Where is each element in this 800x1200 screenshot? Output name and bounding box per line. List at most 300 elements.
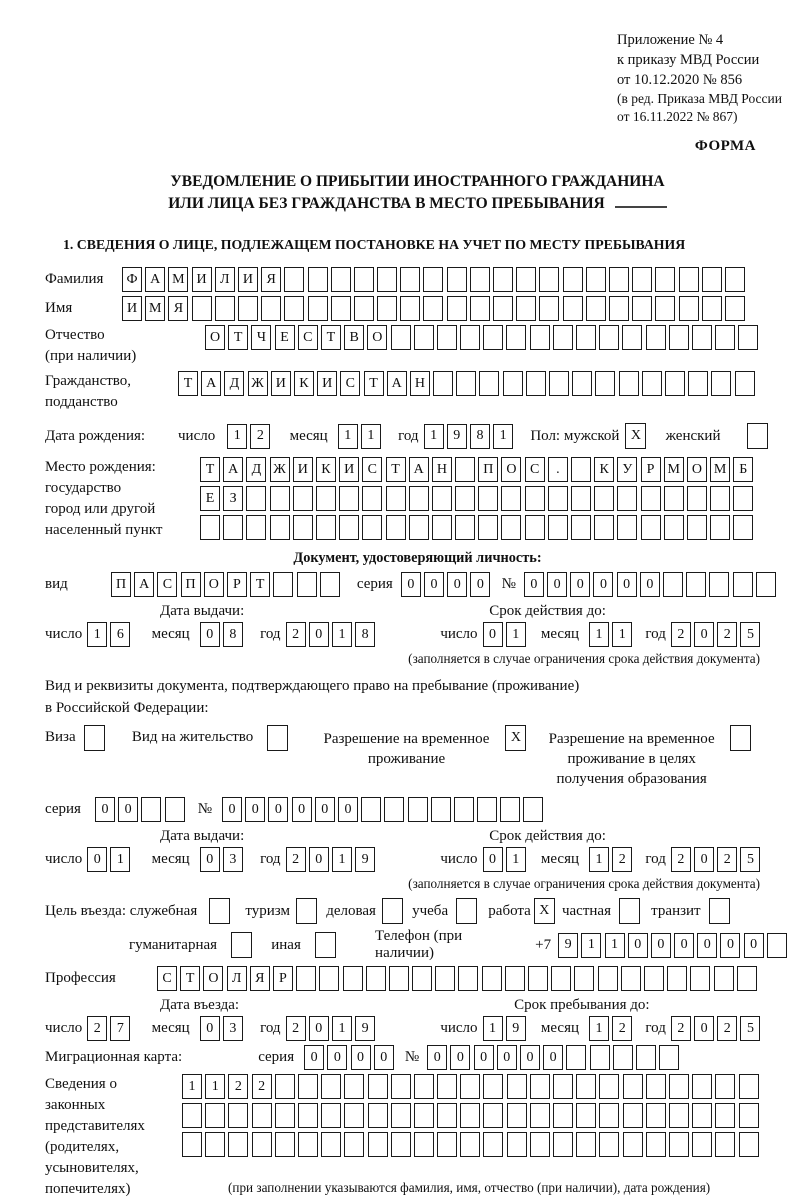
cell[interactable] xyxy=(308,267,328,292)
cell[interactable] xyxy=(182,1132,202,1157)
res-issue-day-cells[interactable] xyxy=(87,847,133,872)
cell[interactable]: Ф xyxy=(122,267,142,292)
cell[interactable] xyxy=(321,1074,341,1099)
entry-year-cells[interactable] xyxy=(286,1016,379,1041)
cell[interactable] xyxy=(709,572,729,597)
cell[interactable] xyxy=(483,1103,503,1128)
cell[interactable] xyxy=(503,371,523,396)
cell[interactable] xyxy=(252,1103,272,1128)
cell[interactable] xyxy=(391,325,411,350)
cell[interactable] xyxy=(663,572,683,597)
visa-checkbox[interactable] xyxy=(84,725,108,751)
cell[interactable] xyxy=(339,486,359,511)
cell[interactable] xyxy=(549,371,569,396)
cell[interactable] xyxy=(431,797,451,822)
cell[interactable]: Я xyxy=(168,296,188,321)
birth-month-cells[interactable] xyxy=(338,424,384,449)
cell[interactable] xyxy=(619,371,639,396)
cell[interactable] xyxy=(641,515,661,540)
cell[interactable]: 0 xyxy=(304,1045,324,1070)
legal-cells-row1[interactable] xyxy=(182,1074,762,1099)
business-checkbox[interactable] xyxy=(382,898,406,924)
cell[interactable]: О xyxy=(203,966,223,991)
cell[interactable] xyxy=(368,1074,388,1099)
cell[interactable] xyxy=(455,457,475,482)
cell[interactable] xyxy=(599,325,619,350)
doc-valid-year-cells[interactable] xyxy=(671,622,764,647)
cell[interactable] xyxy=(477,797,497,822)
cell[interactable] xyxy=(331,267,351,292)
doc-valid-month-cells[interactable] xyxy=(589,622,635,647)
cell[interactable] xyxy=(437,1132,457,1157)
cell[interactable] xyxy=(454,797,474,822)
cell[interactable]: П xyxy=(181,572,201,597)
cell[interactable]: 1 xyxy=(361,424,381,449)
cell[interactable]: Т xyxy=(200,457,220,482)
cell[interactable] xyxy=(730,725,751,751)
official-checkbox[interactable] xyxy=(209,898,233,924)
doc-issue-month-cells[interactable] xyxy=(200,622,246,647)
doc-issue-day-cells[interactable] xyxy=(87,622,133,647)
cell[interactable] xyxy=(739,1132,759,1157)
cell[interactable] xyxy=(505,966,525,991)
cell[interactable] xyxy=(548,515,568,540)
cell[interactable] xyxy=(366,966,386,991)
cell[interactable] xyxy=(747,423,768,449)
res-valid-year-cells[interactable] xyxy=(671,847,764,872)
cell[interactable] xyxy=(391,1103,411,1128)
cell[interactable] xyxy=(619,898,640,924)
cell[interactable] xyxy=(623,1132,643,1157)
cell[interactable] xyxy=(767,933,787,958)
cell[interactable] xyxy=(686,572,706,597)
birthplace-cells-row3[interactable] xyxy=(200,515,757,540)
humanitarian-checkbox[interactable] xyxy=(231,932,255,958)
cell[interactable] xyxy=(344,1132,364,1157)
cell[interactable] xyxy=(664,515,684,540)
cell[interactable]: Д xyxy=(224,371,244,396)
cell[interactable]: М xyxy=(168,267,188,292)
cell[interactable] xyxy=(738,325,758,350)
cell[interactable]: 1 xyxy=(87,622,107,647)
cell[interactable] xyxy=(566,1045,586,1070)
cell[interactable]: 1 xyxy=(589,847,609,872)
cell[interactable]: 2 xyxy=(286,847,306,872)
cell[interactable]: 0 xyxy=(470,572,490,597)
cell[interactable]: 0 xyxy=(543,1045,563,1070)
cell[interactable]: И xyxy=(293,457,313,482)
cell[interactable] xyxy=(595,371,615,396)
cell[interactable] xyxy=(228,1103,248,1128)
cell[interactable] xyxy=(598,966,618,991)
cell[interactable]: 0 xyxy=(309,847,329,872)
cell[interactable] xyxy=(270,486,290,511)
cell[interactable]: Е xyxy=(275,325,295,350)
cell[interactable] xyxy=(200,515,220,540)
cell[interactable] xyxy=(590,1045,610,1070)
cell[interactable]: 1 xyxy=(332,1016,352,1041)
cell[interactable] xyxy=(739,1074,759,1099)
cell[interactable] xyxy=(646,325,666,350)
cell[interactable]: У xyxy=(617,457,637,482)
cell[interactable]: 0 xyxy=(497,1045,517,1070)
cell[interactable] xyxy=(470,296,490,321)
work-checkbox[interactable] xyxy=(534,898,558,924)
cell[interactable] xyxy=(362,486,382,511)
cell[interactable] xyxy=(423,296,443,321)
cell[interactable]: 0 xyxy=(674,933,694,958)
cell[interactable]: 0 xyxy=(200,622,220,647)
cell[interactable]: 0 xyxy=(570,572,590,597)
cell[interactable]: 1 xyxy=(506,622,526,647)
cell[interactable] xyxy=(679,296,699,321)
cell[interactable] xyxy=(339,515,359,540)
stay-day-cells[interactable] xyxy=(483,1016,529,1041)
phone-cells[interactable] xyxy=(558,933,790,958)
cell[interactable] xyxy=(528,966,548,991)
cell[interactable]: А xyxy=(201,371,221,396)
cell[interactable] xyxy=(493,267,513,292)
cell[interactable] xyxy=(548,486,568,511)
cell[interactable] xyxy=(284,267,304,292)
cell[interactable] xyxy=(735,371,755,396)
cell[interactable] xyxy=(231,932,252,958)
cell[interactable]: 0 xyxy=(694,1016,714,1041)
cell[interactable]: 1 xyxy=(332,847,352,872)
cell[interactable]: А xyxy=(387,371,407,396)
cell[interactable]: . xyxy=(548,457,568,482)
res-valid-month-cells[interactable] xyxy=(589,847,635,872)
cell[interactable] xyxy=(205,1132,225,1157)
cell[interactable] xyxy=(507,1132,527,1157)
cell[interactable]: 0 xyxy=(338,797,358,822)
cell[interactable] xyxy=(644,966,664,991)
cell[interactable]: Т xyxy=(228,325,248,350)
cell[interactable]: 7 xyxy=(110,1016,130,1041)
cell[interactable] xyxy=(576,325,596,350)
cell[interactable] xyxy=(361,797,381,822)
cell[interactable]: 0 xyxy=(694,622,714,647)
cell[interactable] xyxy=(506,325,526,350)
cell[interactable]: 0 xyxy=(245,797,265,822)
cell[interactable] xyxy=(368,1132,388,1157)
cell[interactable] xyxy=(599,1103,619,1128)
cell[interactable] xyxy=(530,1103,550,1128)
cell[interactable]: 1 xyxy=(605,933,625,958)
cell[interactable] xyxy=(632,296,652,321)
cell[interactable] xyxy=(572,371,592,396)
cell[interactable]: К xyxy=(316,457,336,482)
cell[interactable]: Б xyxy=(733,457,753,482)
cell[interactable] xyxy=(530,325,550,350)
cell[interactable]: О xyxy=(687,457,707,482)
cell[interactable] xyxy=(632,267,652,292)
cell[interactable]: 2 xyxy=(717,847,737,872)
cell[interactable]: 0 xyxy=(374,1045,394,1070)
cell[interactable] xyxy=(655,296,675,321)
cell[interactable] xyxy=(539,267,559,292)
res-number-cells[interactable] xyxy=(222,797,547,822)
cell[interactable]: 2 xyxy=(286,1016,306,1041)
cell[interactable] xyxy=(617,515,637,540)
cell[interactable]: С xyxy=(298,325,318,350)
cell[interactable]: 2 xyxy=(228,1074,248,1099)
cell[interactable]: 2 xyxy=(612,847,632,872)
cell[interactable] xyxy=(702,267,722,292)
cell[interactable] xyxy=(414,1132,434,1157)
cell[interactable] xyxy=(386,486,406,511)
female-checkbox[interactable] xyxy=(747,423,771,449)
cell[interactable]: О xyxy=(204,572,224,597)
cell[interactable]: М xyxy=(145,296,165,321)
cell[interactable] xyxy=(228,1132,248,1157)
cell[interactable] xyxy=(321,1103,341,1128)
cell[interactable] xyxy=(621,966,641,991)
cell[interactable] xyxy=(530,1074,550,1099)
cell[interactable] xyxy=(687,515,707,540)
tourism-checkbox[interactable] xyxy=(296,898,320,924)
cell[interactable] xyxy=(530,1132,550,1157)
cell[interactable]: 0 xyxy=(292,797,312,822)
temp-permit-checkbox[interactable] xyxy=(505,725,529,751)
cell[interactable] xyxy=(692,1132,712,1157)
cell[interactable]: Ж xyxy=(248,371,268,396)
cell[interactable]: 1 xyxy=(205,1074,225,1099)
cell[interactable] xyxy=(354,267,374,292)
cell[interactable] xyxy=(655,267,675,292)
cell[interactable] xyxy=(238,296,258,321)
cell[interactable] xyxy=(377,267,397,292)
cell[interactable] xyxy=(599,1132,619,1157)
cell[interactable]: 2 xyxy=(671,1016,691,1041)
stay-year-cells[interactable] xyxy=(671,1016,764,1041)
cell[interactable]: В xyxy=(344,325,364,350)
res-issue-year-cells[interactable] xyxy=(286,847,379,872)
cell[interactable] xyxy=(715,1103,735,1128)
cell[interactable] xyxy=(710,486,730,511)
birthplace-cells-row1[interactable] xyxy=(200,457,757,482)
cell[interactable] xyxy=(293,515,313,540)
cell[interactable] xyxy=(553,1132,573,1157)
cell[interactable]: 8 xyxy=(355,622,375,647)
doc-valid-day-cells[interactable] xyxy=(483,622,529,647)
cell[interactable] xyxy=(617,486,637,511)
cell[interactable]: А xyxy=(145,267,165,292)
cell[interactable]: 0 xyxy=(640,572,660,597)
cell[interactable] xyxy=(609,296,629,321)
cell[interactable]: 0 xyxy=(450,1045,470,1070)
cell[interactable]: X xyxy=(625,423,646,449)
cell[interactable] xyxy=(270,515,290,540)
cell[interactable] xyxy=(586,267,606,292)
res-series-cells[interactable] xyxy=(95,797,188,822)
cell[interactable]: И xyxy=(271,371,291,396)
cell[interactable]: 0 xyxy=(520,1045,540,1070)
cell[interactable] xyxy=(315,932,336,958)
cell[interactable] xyxy=(516,296,536,321)
cell[interactable] xyxy=(456,371,476,396)
cell[interactable] xyxy=(273,572,293,597)
cell[interactable]: 0 xyxy=(268,797,288,822)
cell[interactable]: 1 xyxy=(227,424,247,449)
cell[interactable] xyxy=(223,515,243,540)
cell[interactable] xyxy=(709,898,730,924)
cell[interactable] xyxy=(182,1103,202,1128)
cell[interactable]: 0 xyxy=(200,847,220,872)
cell[interactable] xyxy=(571,486,591,511)
cell[interactable] xyxy=(523,797,543,822)
cell[interactable] xyxy=(739,1103,759,1128)
cell[interactable]: 1 xyxy=(182,1074,202,1099)
cell[interactable] xyxy=(437,325,457,350)
cell[interactable] xyxy=(433,371,453,396)
cell[interactable]: 0 xyxy=(474,1045,494,1070)
other-checkbox[interactable] xyxy=(315,932,339,958)
cell[interactable]: 0 xyxy=(401,572,421,597)
cell[interactable]: Т xyxy=(178,371,198,396)
cell[interactable]: Д xyxy=(246,457,266,482)
cell[interactable]: 0 xyxy=(694,847,714,872)
cell[interactable] xyxy=(331,296,351,321)
patronymic-cells[interactable] xyxy=(205,325,762,350)
cell[interactable]: 1 xyxy=(612,622,632,647)
cell[interactable]: 0 xyxy=(309,622,329,647)
cell[interactable]: 0 xyxy=(628,933,648,958)
cell[interactable]: 0 xyxy=(483,847,503,872)
cell[interactable]: 9 xyxy=(506,1016,526,1041)
cell[interactable]: 0 xyxy=(547,572,567,597)
cell[interactable] xyxy=(594,515,614,540)
cell[interactable] xyxy=(483,325,503,350)
cell[interactable]: 2 xyxy=(612,1016,632,1041)
doc-kind-cells[interactable] xyxy=(111,572,343,597)
cell[interactable] xyxy=(308,296,328,321)
cell[interactable]: 5 xyxy=(740,847,760,872)
cell[interactable] xyxy=(368,1103,388,1128)
cell[interactable] xyxy=(563,296,583,321)
cell[interactable] xyxy=(296,966,316,991)
cell[interactable] xyxy=(641,486,661,511)
cell[interactable] xyxy=(664,486,684,511)
cell[interactable]: С xyxy=(157,572,177,597)
cell[interactable]: 2 xyxy=(252,1074,272,1099)
cell[interactable]: 1 xyxy=(589,622,609,647)
legal-cells-row3[interactable] xyxy=(182,1132,762,1157)
cell[interactable] xyxy=(205,1103,225,1128)
cell[interactable] xyxy=(646,1132,666,1157)
cell[interactable] xyxy=(414,1074,434,1099)
cell[interactable]: Я xyxy=(250,966,270,991)
cell[interactable] xyxy=(246,515,266,540)
cell[interactable]: А xyxy=(134,572,154,597)
cell[interactable] xyxy=(493,296,513,321)
cell[interactable]: И xyxy=(122,296,142,321)
cell[interactable]: 3 xyxy=(223,847,243,872)
mk-series-cells[interactable] xyxy=(304,1045,397,1070)
cell[interactable]: 0 xyxy=(200,1016,220,1041)
cell[interactable]: 2 xyxy=(87,1016,107,1041)
cell[interactable] xyxy=(507,1074,527,1099)
cell[interactable] xyxy=(725,296,745,321)
cell[interactable] xyxy=(733,572,753,597)
cell[interactable]: Л xyxy=(227,966,247,991)
cell[interactable] xyxy=(553,325,573,350)
cell[interactable] xyxy=(576,1132,596,1157)
cell[interactable]: О xyxy=(367,325,387,350)
cell[interactable]: 0 xyxy=(720,933,740,958)
cell[interactable] xyxy=(571,515,591,540)
cell[interactable]: 9 xyxy=(447,424,467,449)
cell[interactable] xyxy=(526,371,546,396)
cell[interactable]: З xyxy=(223,486,243,511)
cell[interactable] xyxy=(482,966,502,991)
cell[interactable]: 0 xyxy=(524,572,544,597)
cell[interactable] xyxy=(599,1074,619,1099)
cell[interactable]: 1 xyxy=(483,1016,503,1041)
cell[interactable]: И xyxy=(192,267,212,292)
birthplace-cells-row2[interactable] xyxy=(200,486,757,511)
cell[interactable]: 1 xyxy=(589,1016,609,1041)
cell[interactable] xyxy=(391,1132,411,1157)
cell[interactable] xyxy=(261,296,281,321)
transit-checkbox[interactable] xyxy=(709,898,733,924)
cell[interactable] xyxy=(400,267,420,292)
cell[interactable] xyxy=(84,725,105,751)
cell[interactable]: 0 xyxy=(617,572,637,597)
cell[interactable] xyxy=(687,486,707,511)
cell[interactable] xyxy=(412,966,432,991)
cell[interactable] xyxy=(623,1074,643,1099)
cell[interactable] xyxy=(141,797,161,822)
cell[interactable] xyxy=(354,296,374,321)
cell[interactable]: С xyxy=(362,457,382,482)
cell[interactable] xyxy=(377,296,397,321)
cell[interactable] xyxy=(733,486,753,511)
cell[interactable]: С xyxy=(157,966,177,991)
cell[interactable] xyxy=(284,296,304,321)
stay-month-cells[interactable] xyxy=(589,1016,635,1041)
doc-series-cells[interactable] xyxy=(401,572,494,597)
cell[interactable] xyxy=(756,572,776,597)
cell[interactable] xyxy=(321,1132,341,1157)
doc-issue-year-cells[interactable] xyxy=(286,622,379,647)
cell[interactable] xyxy=(252,1132,272,1157)
cell[interactable] xyxy=(298,1132,318,1157)
cell[interactable] xyxy=(297,572,317,597)
cell[interactable]: 0 xyxy=(327,1045,347,1070)
cell[interactable] xyxy=(437,1103,457,1128)
cell[interactable]: 2 xyxy=(717,1016,737,1041)
cell[interactable] xyxy=(455,515,475,540)
cell[interactable]: 0 xyxy=(315,797,335,822)
cell[interactable] xyxy=(215,296,235,321)
cell[interactable] xyxy=(319,966,339,991)
cell[interactable] xyxy=(409,486,429,511)
cell[interactable] xyxy=(636,1045,656,1070)
cell[interactable]: О xyxy=(501,457,521,482)
cell[interactable]: Т xyxy=(250,572,270,597)
cell[interactable] xyxy=(293,486,313,511)
cell[interactable]: 1 xyxy=(110,847,130,872)
cell[interactable] xyxy=(316,486,336,511)
cell[interactable]: М xyxy=(710,457,730,482)
cell[interactable]: А xyxy=(223,457,243,482)
cell[interactable] xyxy=(382,898,403,924)
cell[interactable] xyxy=(609,267,629,292)
cell[interactable]: 0 xyxy=(309,1016,329,1041)
cell[interactable]: 2 xyxy=(286,622,306,647)
cell[interactable] xyxy=(613,1045,633,1070)
